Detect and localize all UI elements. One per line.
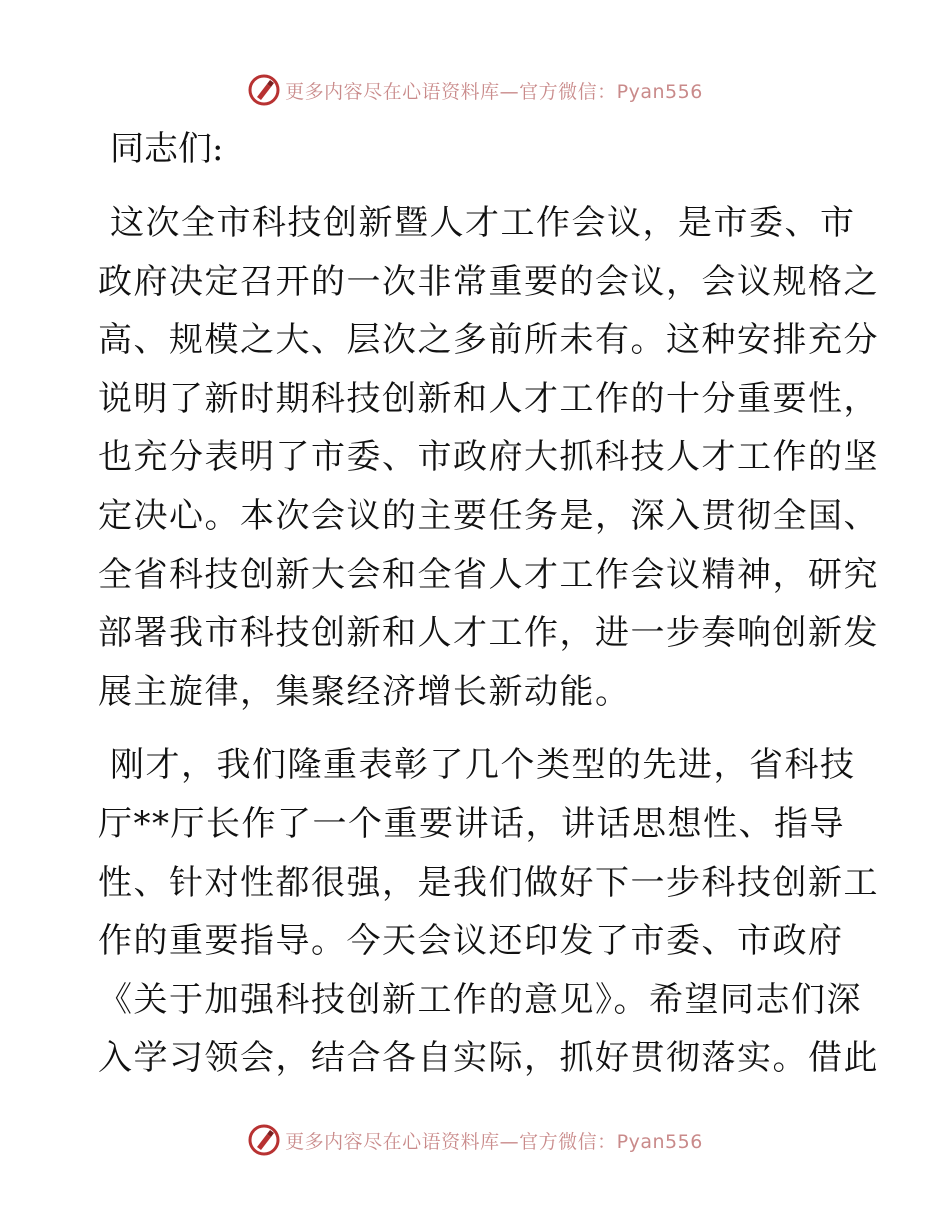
watermark-text: 更多内容尽在心语资料库—官方微信：Pyan556 (285, 80, 703, 103)
paragraph-1 (98, 194, 879, 721)
paragraph-line: 入学习领会，结合各自实际，抓好贯彻落实。借此 (98, 1038, 879, 1079)
paragraph-line: 性、针对性都很强，是我们做好下一步科技创新工 (98, 862, 879, 903)
salutation: 同志们: (110, 129, 224, 169)
fountain-pen-logo-icon (247, 73, 281, 107)
paragraph-line: 这次全市科技创新暨人才工作会议，是市委、市 (110, 203, 856, 243)
fountain-pen-logo-icon (247, 1123, 281, 1157)
paragraph-line: 全省科技创新大会和全省人才工作会议精神，研究 (98, 554, 879, 595)
paragraph-line: 定决心。本次会议的主要任务是，深入贯彻全国、 (98, 495, 879, 536)
paragraph-line: 说明了新时期科技创新和人才工作的十分重要性， (98, 378, 879, 419)
paragraph-line: 刚才，我们隆重表彰了几个类型的先进，省科技 (110, 745, 856, 786)
paragraph-line: 展主旋律，集聚经济增长新动能。 (98, 671, 631, 712)
paragraph-2 (98, 736, 879, 1088)
paragraph-line: 高、规模之大、层次之多前所未有。这种安排充分 (98, 320, 879, 361)
paragraph-line: 厅**厅长作了一个重要讲话，讲话思想性、指导 (98, 803, 845, 844)
paragraph-line: 也充分表明了市委、市政府大抓科技人才工作的坚 (98, 437, 879, 478)
document-body (98, 124, 879, 1103)
footer-watermark (0, 1120, 950, 1160)
paragraph-line: 部署我市科技创新和人才工作，进一步奏响创新发 (98, 613, 879, 654)
paragraph-line: 政府决定召开的一次非常重要的会议，会议规格之 (98, 261, 879, 302)
paragraph-line: 《关于加强科技创新工作的意见》。希望同志们深 (98, 979, 862, 1020)
watermark-text: 更多内容尽在心语资料库—官方微信：Pyan556 (285, 1130, 703, 1153)
header-watermark (0, 70, 950, 110)
paragraph-line: 作的重要指导。今天会议还印发了市委、市政府 (98, 921, 844, 962)
